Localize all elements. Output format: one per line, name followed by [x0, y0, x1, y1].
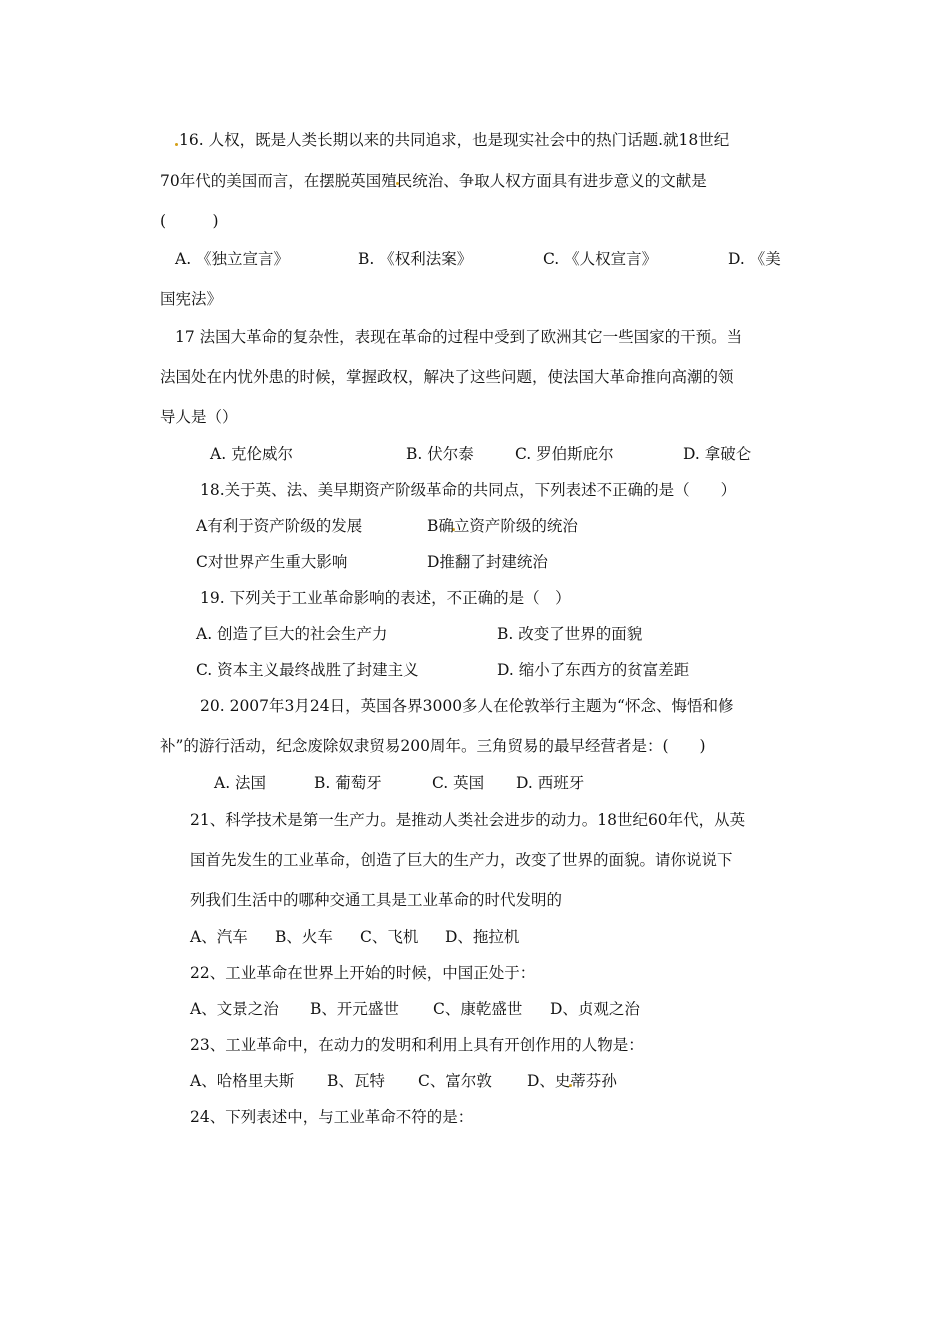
q19-option-b: B. 改变了世界的面貌: [497, 625, 643, 643]
q23-line-1: 23、工业革命中，在动力的发明和利用上具有开创作用的人物是：: [190, 1036, 644, 1054]
q22-line-1: 22、工业革命在世界上开始的时候，中国正处于：: [190, 964, 536, 982]
q22-option-a: A、文景之治: [190, 1000, 279, 1018]
q19-option-a: A. 创造了巨大的社会生产力: [196, 625, 388, 643]
q21-line-1: 21、科学技术是第一生产力。是推动人类社会进步的动力。18世纪60年代，从英: [190, 811, 746, 829]
q16-line-1: 16. 人权，既是人类长期以来的共同追求，也是现实社会中的热门话题.就18世纪: [179, 131, 730, 149]
q18-option-b: B确立资产阶级的统治: [427, 517, 578, 535]
q17-option-c: C. 罗伯斯庇尔: [515, 445, 614, 463]
q21-option-b: B、火车: [275, 928, 333, 946]
q17-option-d: D. 拿破仑: [683, 445, 752, 463]
q21-option-c: C、飞机: [360, 928, 419, 946]
q20-line-2: 补”的游行活动，纪念废除奴隶贸易200周年。三角贸易的最早经营者是：( ): [160, 737, 706, 755]
q18-option-c: C对世界产生重大影响: [196, 553, 348, 571]
q23-option-a: A、哈格里夫斯: [190, 1072, 295, 1090]
q17-option-b: B. 伏尔泰: [406, 445, 474, 463]
q20-option-b: B. 葡萄牙: [314, 774, 382, 792]
q19-option-c: C. 资本主义最终战胜了封建主义: [196, 661, 419, 679]
q23-option-c: C、富尔敦: [418, 1072, 492, 1090]
q16-line-3: ( ): [160, 212, 219, 230]
q21-line-3: 列我们生活中的哪种交通工具是工业革命的时代发明的: [190, 891, 563, 909]
q17-line-2: 法国处在内忧外患的时候，掌握政权，解决了这些问题，使法国大革命推向高潮的领: [160, 368, 734, 386]
q17-line-3: 导人是（）: [160, 408, 238, 426]
q17-option-a: A. 克伦威尔: [210, 445, 294, 463]
q16-option-a: A. 《独立宣言》: [175, 250, 290, 268]
q20-line-1: 20. 2007年3月24日，英国各界3000多人在伦敦举行主题为“怀念、悔悟和修: [200, 697, 734, 715]
q16-option-b: B. 《权利法案》: [358, 250, 473, 268]
q21-line-2: 国首先发生的工业革命，创造了巨大的生产力，改变了世界的面貌。请你说说下: [190, 851, 733, 869]
q22-option-b: B、开元盛世: [310, 1000, 399, 1018]
q22-option-d: D、贞观之治: [550, 1000, 640, 1018]
q20-option-a: A. 法国: [214, 774, 267, 792]
q22-option-c: C、康乾盛世: [433, 1000, 523, 1018]
q16-line-2: 70年代的美国而言，在摆脱英国殖民统治、争取人权方面具有进步意义的文献是: [160, 172, 707, 190]
q19-option-d: D. 缩小了东西方的贫富差距: [497, 661, 690, 679]
q17-line-1: 17 法国大革命的复杂性，表现在革命的过程中受到了欧洲其它一些国家的干预。当: [175, 328, 743, 346]
q21-option-a: A、汽车: [190, 928, 248, 946]
q23-option-d: D、史蒂芬孙: [527, 1072, 617, 1090]
q16-option-d: D. 《美: [728, 250, 781, 268]
q19-line-1: 19. 下列关于工业革命影响的表述，不正确的是（ ）: [200, 589, 571, 607]
q21-option-d: D、拖拉机: [445, 928, 520, 946]
q20-option-c: C. 英国: [432, 774, 485, 792]
q18-option-a: A有利于资产阶级的发展: [196, 517, 363, 535]
annotation-dot: [175, 143, 178, 146]
q24-line-1: 24、下列表述中，与工业革命不符的是：: [190, 1108, 474, 1126]
q16-option-d-cont: 国宪法》: [160, 290, 223, 308]
q16-option-c: C. 《人权宣言》: [543, 250, 658, 268]
q18-line-1: 18.关于英、法、美早期资产阶级革命的共同点，下列表述不正确的是（ ）: [200, 481, 737, 499]
q18-option-d: D推翻了封建统治: [427, 553, 548, 571]
q23-option-b: B、瓦特: [327, 1072, 385, 1090]
q20-option-d: D. 西班牙: [516, 774, 585, 792]
